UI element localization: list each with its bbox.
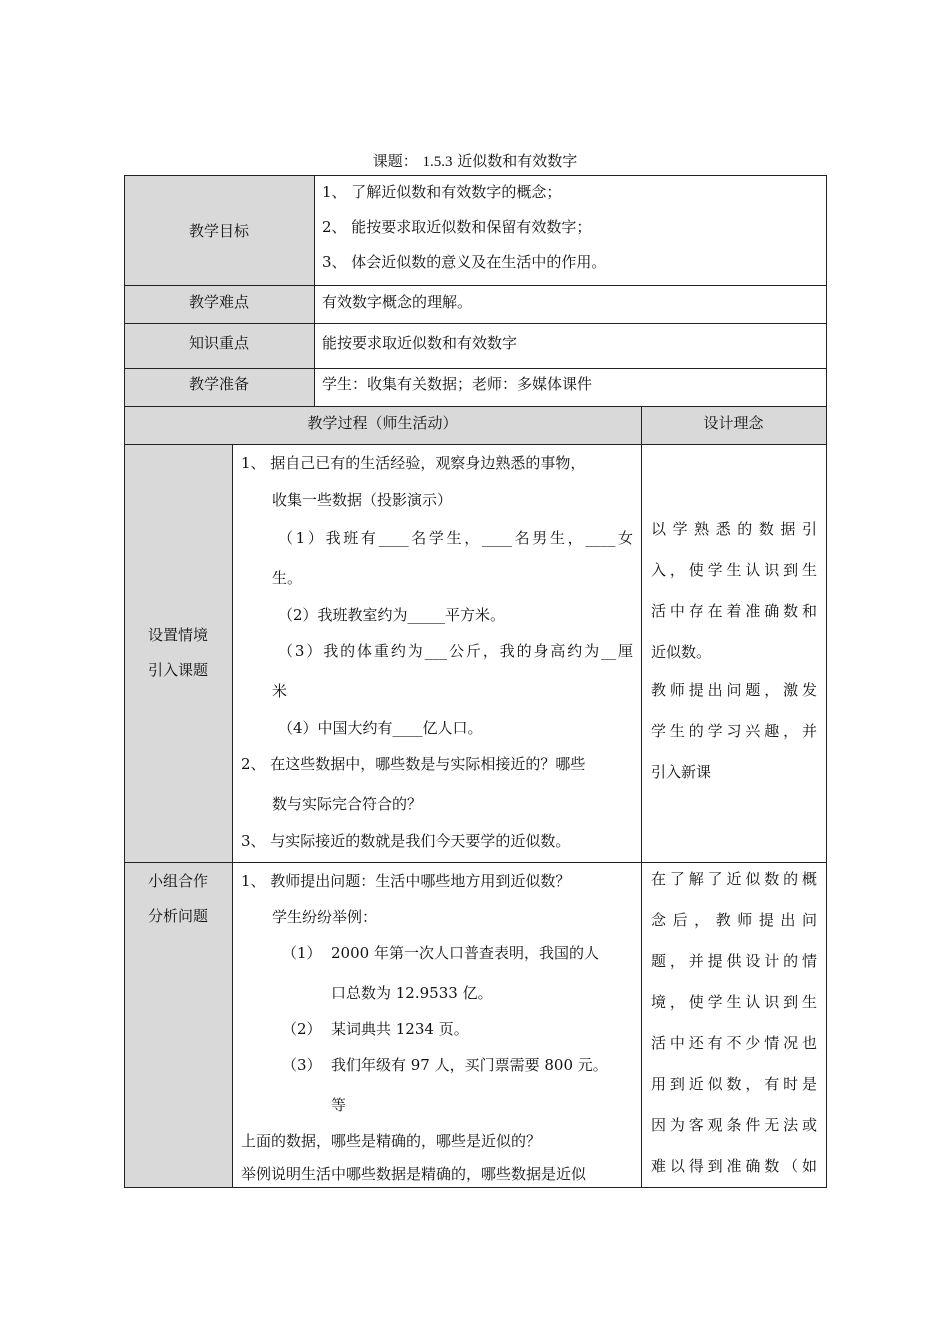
s2-line-3: 2000 年第一次人口普查表明，我国的人 (331, 944, 599, 962)
s2-line-2: 学生纷纷举例： (272, 908, 378, 926)
s2-line-3-num: （1） (282, 944, 322, 962)
s1-idea-6: 学生的学习兴趣，并 (651, 722, 817, 740)
s1-line-10: 数与实际完合符合的？ (272, 795, 423, 813)
s1-idea-3: 活中存在着准确数和 (651, 602, 817, 620)
section2-label-line1: 小组合作 (147, 872, 208, 890)
section1-label-line2: 引入课题 (147, 661, 208, 679)
s2-line-1: 1、 教师提出问题：生活中哪些地方用到近似数？ (241, 872, 571, 890)
goal-item-2: 2、 能按要求取近似数和保留有效数字； (322, 218, 592, 236)
process-header: 教学过程（师生活动） (307, 414, 458, 432)
s2-line-7: 等 (331, 1096, 347, 1114)
s1-line-1: 1、 据自己已有的生活经验，观察身边熟悉的事物， (241, 454, 586, 472)
idea-header: 设计理念 (703, 414, 764, 432)
goal-item-3: 3、 体会近似数的意义及在生活中的作用。 (322, 253, 607, 271)
s1-line-7: 米 (272, 682, 288, 700)
s2-line-5: 某词典共 1234 页。 (331, 1020, 469, 1038)
s1-line-2: 收集一些数据（投影演示） (272, 491, 453, 509)
section1-label-line1: 设置情境 (147, 626, 208, 644)
s2-line-8: 上面的数据，哪些是精确的，哪些是近似的？ (241, 1132, 542, 1150)
s1-line-8: （4）中国大约有____亿人口。 (278, 719, 483, 737)
key-text: 能按要求取近似数和有效数字 (322, 334, 518, 352)
s1-line-3: （1）我班有____名学生，____名男生，____女 (278, 529, 633, 547)
goals-label: 教学目标 (188, 222, 249, 240)
s1-idea-7: 引入新课 (651, 763, 712, 781)
s2-line-9: 举例说明生活中哪些数据是精确的，哪些数据是近似 (241, 1165, 587, 1183)
s1-idea-4: 近似数。 (651, 643, 712, 661)
s1-line-5: （2）我班教室约为_____平方米。 (278, 606, 506, 624)
s1-line-4: 生。 (272, 569, 303, 587)
prep-text: 学生：收集有关数据；老师：多媒体课件 (322, 375, 593, 393)
s2-idea-5: 活中还有不少情况也 (651, 1034, 817, 1052)
s1-line-9: 2、 在这些数据中，哪些数是与实际相接近的？哪些 (241, 755, 586, 773)
s2-idea-4: 境，使学生认识到生 (651, 993, 817, 1011)
s1-line-11: 3、 与实际接近的数就是我们今天要学的近似数。 (241, 832, 571, 850)
s2-line-5-num: （2） (282, 1020, 322, 1038)
s2-line-6: 我们年级有 97 人，买门票需要 800 元。 (331, 1056, 608, 1074)
s2-line-4: 口总数为 12.9533 亿。 (331, 984, 493, 1002)
title-label: 课题： (372, 152, 418, 170)
s1-line-6: （3）我的体重约为___公斤，我的身高约为__厘 (278, 642, 633, 660)
s2-line-6-num: （3） (282, 1056, 322, 1074)
goal-item-1: 1、 了解近似数和有效数字的概念； (322, 183, 562, 201)
s2-idea-8: 难以得到准确数（如 (651, 1157, 817, 1175)
section1-label-bg (124, 444, 232, 862)
key-label: 知识重点 (188, 334, 249, 352)
title-text: 近似数和有效数字 (457, 152, 578, 170)
page-title (0, 150, 950, 171)
difficulty-label: 教学难点 (188, 293, 249, 311)
s1-idea-2: 入，使学生认识到生 (651, 561, 817, 579)
s2-idea-1: 在了解了近似数的概 (651, 870, 817, 888)
title-number: 1.5.3 (422, 154, 453, 170)
section2-label-line2: 分析问题 (147, 907, 208, 925)
prep-label: 教学准备 (188, 375, 249, 393)
s1-idea-1: 以学熟悉的数据引 (651, 520, 817, 538)
s2-idea-6: 用到近似数，有时是 (651, 1075, 817, 1093)
difficulty-text: 有效数字概念的理解。 (322, 293, 473, 311)
s1-idea-5: 教师提出问题，激发 (651, 681, 817, 699)
s2-idea-7: 因为客观条件无法或 (651, 1116, 817, 1134)
s2-idea-2: 念后，教师提出问 (651, 911, 817, 929)
s2-idea-3: 题，并提供设计的情 (651, 952, 817, 970)
